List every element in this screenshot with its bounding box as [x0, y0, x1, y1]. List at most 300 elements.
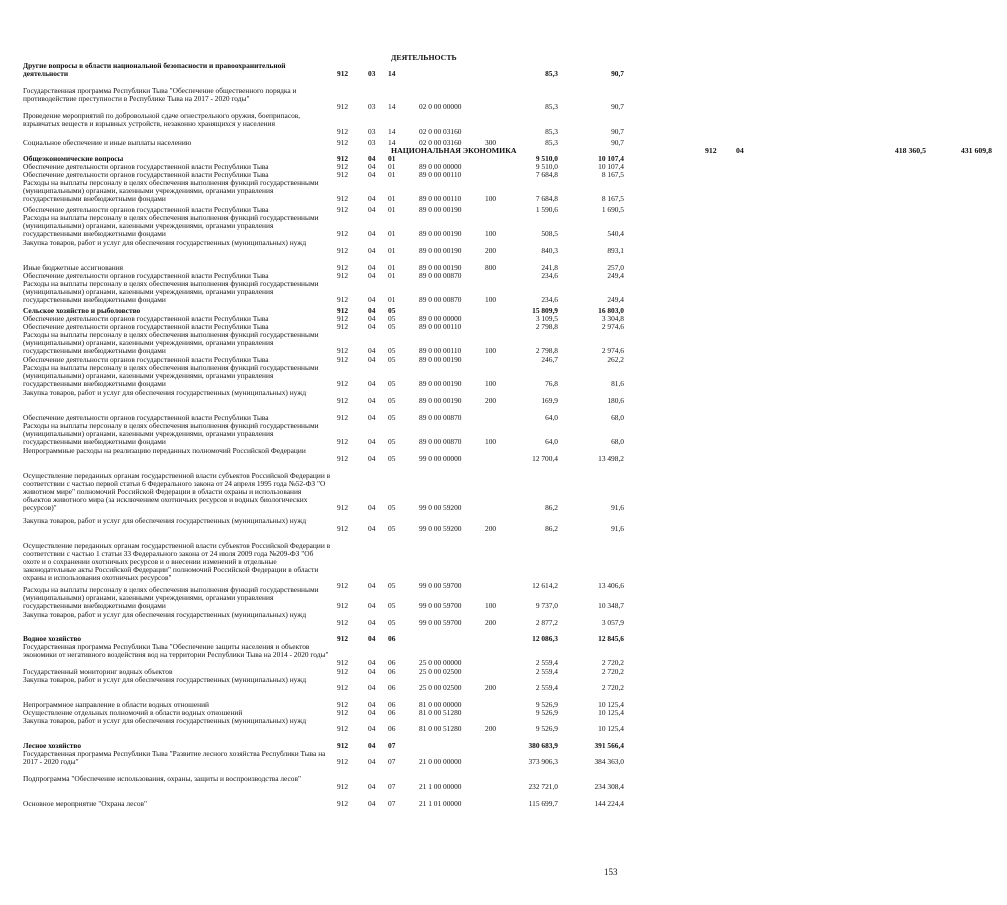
- cell-sec: 04: [368, 757, 376, 766]
- row-name: Обеспечение деятельности органов государственной власти Республики Тыва: [23, 355, 269, 364]
- cell-csr: 99 0 00 00000: [419, 454, 462, 463]
- cell-sec: 04: [368, 524, 376, 533]
- cell-v1: 3 109,5: [535, 314, 558, 323]
- row-name: Непрограммные расходы на реализацию переданных полномочий Российской Федерации: [23, 446, 306, 455]
- cell-csr: 02 0 00 00000: [419, 102, 462, 111]
- cell-adm: 912: [337, 667, 349, 676]
- cell-sec: 04: [368, 346, 376, 355]
- cell-sub: 05: [388, 314, 396, 323]
- cell-v2: 2 974,6: [601, 322, 624, 331]
- cell-sub: 01: [388, 271, 396, 280]
- cell-adm: 912: [337, 724, 349, 733]
- cell-sub: 07: [388, 782, 396, 791]
- cell-csr: 89 0 00 00000: [419, 314, 462, 323]
- row-name: Государственная программа Республики Тыва "Обеспечение общественного порядка и противодействие преступности в Республике Тыва на 2017 - 2020 годы": [23, 86, 297, 103]
- cell-v1: 76,8: [545, 379, 558, 388]
- cell-v1: 2 559,4: [535, 683, 558, 692]
- cell-sec: 04: [368, 413, 376, 422]
- row-name: Обеспечение деятельности органов государственной власти Республики Тыва: [23, 170, 269, 179]
- cell-sub: 05: [388, 322, 396, 331]
- row-name: Проведение мероприятий по добровольной сдаче огнестрельного оружия, боеприпасов, взрывчатых веществ и взрывных устройств, незаконно хранящихся у населения: [23, 111, 301, 128]
- cell-v1: 246,7: [541, 355, 558, 364]
- cell-sec: 04: [368, 782, 376, 791]
- cell-v2: 10 107,4: [598, 162, 624, 171]
- cell-csr: 25 0 00 02500: [419, 683, 462, 692]
- cell-v1: 840,3: [541, 246, 558, 255]
- cell-sec: 04: [736, 146, 744, 155]
- cell-adm: 912: [337, 524, 349, 533]
- cell-v2: 81,6: [611, 379, 624, 388]
- table-row: [368, 54, 1007, 62]
- table-row: [0, 139, 639, 147]
- cell-csr: 25 0 00 02500: [419, 667, 462, 676]
- cell-vr: 200: [485, 618, 497, 627]
- cell-sub: 06: [388, 683, 396, 692]
- cell-vr: 100: [485, 194, 497, 203]
- cell-adm: 912: [337, 601, 349, 610]
- cell-v1: 9 737,0: [535, 601, 558, 610]
- cell-sub: 01: [388, 162, 396, 171]
- cell-v2: 249,4: [607, 271, 624, 280]
- table-row: [0, 239, 639, 255]
- cell-adm: 912: [337, 454, 349, 463]
- cell-adm: 912: [337, 263, 349, 272]
- cell-adm: 912: [337, 102, 349, 111]
- row-name: Закупка товаров, работ и услуг для обеспечения государственных (муниципальных) нужд: [23, 516, 307, 525]
- cell-vr: 100: [485, 601, 497, 610]
- cell-sec: 04: [368, 700, 376, 709]
- cell-adm: 912: [337, 127, 349, 136]
- cell-csr: 89 0 00 00870: [419, 271, 462, 280]
- cell-sec: 04: [368, 263, 376, 272]
- cell-csr: 25 0 00 00000: [419, 658, 462, 667]
- cell-v1: 169,9: [541, 396, 558, 405]
- cell-v2: 90,7: [611, 127, 624, 136]
- cell-v2: 90,7: [611, 138, 624, 147]
- cell-sub: 05: [388, 454, 396, 463]
- cell-csr: 21 0 00 00000: [419, 757, 462, 766]
- cell-sec: 03: [368, 102, 376, 111]
- cell-sub: 05: [388, 396, 396, 405]
- cell-vr: 200: [485, 524, 497, 533]
- cell-adm: 912: [337, 295, 349, 304]
- cell-sub: 06: [388, 658, 396, 667]
- cell-v1: 64,0: [545, 413, 558, 422]
- cell-sub: 06: [388, 634, 396, 643]
- cell-v1: 85,3: [545, 138, 558, 147]
- cell-vr: 300: [485, 138, 497, 147]
- cell-sec: 04: [368, 708, 376, 717]
- cell-v2: 180,6: [607, 396, 624, 405]
- cell-csr: 89 0 00 00190: [419, 379, 462, 388]
- cell-csr: 89 0 00 00190: [419, 396, 462, 405]
- cell-v1: 9 526,9: [535, 708, 558, 717]
- cell-vr: 100: [485, 295, 497, 304]
- cell-adm: 912: [337, 634, 349, 643]
- cell-v1: 373 906,3: [528, 757, 558, 766]
- table-row: [0, 717, 639, 733]
- table-row: [0, 750, 639, 766]
- cell-v1: 2 877,2: [535, 618, 558, 627]
- cell-csr: 89 0 00 00870: [419, 437, 462, 446]
- cell-adm: 912: [337, 314, 349, 323]
- cell-csr: 89 0 00 00190: [419, 355, 462, 364]
- cell-sec: 04: [368, 229, 376, 238]
- cell-v2: 10 125,4: [598, 724, 624, 733]
- row-name: Государственная программа Республики Тыва "Обеспечение защиты населения и объектов экономики от негативного воздействия вод на территории Республики Тыва на 2014 - 2020 годы": [23, 642, 329, 659]
- row-name: Закупка товаров, работ и услуг для обеспечения государственных (муниципальных) нужд: [23, 716, 307, 725]
- cell-csr: 89 0 00 00110: [419, 170, 462, 179]
- cell-sec: 04: [368, 205, 376, 214]
- table-row: [0, 364, 639, 388]
- table-row: [0, 800, 639, 808]
- cell-csr: 89 0 00 00190: [419, 229, 462, 238]
- cell-csr: 81 0 00 00000: [419, 700, 462, 709]
- cell-vr: 100: [485, 437, 497, 446]
- row-name: Лесное хозяйство: [23, 741, 82, 750]
- cell-sec: 04: [368, 170, 376, 179]
- cell-csr: 02 0 00 03160: [419, 138, 462, 147]
- cell-adm: 912: [337, 229, 349, 238]
- cell-sub: 14: [388, 102, 396, 111]
- cell-v1: 508,5: [541, 229, 558, 238]
- cell-csr: 89 0 00 00110: [419, 322, 462, 331]
- table-row: [0, 389, 639, 405]
- cell-sec: 04: [368, 437, 376, 446]
- cell-csr: 89 0 00 00190: [419, 263, 462, 272]
- cell-sub: 05: [388, 581, 396, 590]
- table-row: [0, 112, 639, 136]
- cell-adm: 912: [337, 683, 349, 692]
- cell-csr: 99 0 00 59700: [419, 581, 462, 590]
- cell-sub: 05: [388, 503, 396, 512]
- cell-v2: 91,6: [611, 524, 624, 533]
- row-name: Осуществление переданных органам государственной власти субъектов Российской Федерации в соответствии с частью первой статьи 6 Федерального закона от 24 апреля 1995 года №52-ФЗ "О животном мире" полномочий Российской Федерации в области охраны и использования объектов животного мира (за исключением охотничьих ресурсов и водных биологических ресурсов)": [23, 471, 331, 512]
- cell-v2: 68,0: [611, 413, 624, 422]
- cell-v1: 2 798,8: [535, 346, 558, 355]
- cell-csr: 99 0 00 59700: [419, 601, 462, 610]
- table-row: [0, 586, 639, 610]
- cell-sub: 07: [388, 757, 396, 766]
- cell-v2: 2 720,2: [601, 683, 624, 692]
- cell-adm: 912: [337, 322, 349, 331]
- cell-v2: 2 974,6: [601, 346, 624, 355]
- row-name: Осуществление отдельных полномочий в области водных отношений: [23, 708, 243, 717]
- row-name: Расходы на выплаты персоналу в целях обеспечения выполнения функций государственными (муниципальными) органами, казенными учреждениями, органами управления государственными внебюджетными фондами: [23, 421, 319, 446]
- cell-sec: 04: [368, 581, 376, 590]
- cell-v2: 540,4: [607, 229, 624, 238]
- cell-v2: 90,7: [611, 69, 624, 78]
- cell-adm: 912: [337, 162, 349, 171]
- cell-v2: 10 125,4: [598, 700, 624, 709]
- cell-v1: 7 684,8: [535, 194, 558, 203]
- cell-vr: 200: [485, 683, 497, 692]
- table-row: [0, 87, 639, 111]
- cell-sec: 04: [368, 741, 376, 750]
- cell-adm: 912: [337, 503, 349, 512]
- cell-sec: 04: [368, 683, 376, 692]
- cell-sub: 05: [388, 618, 396, 627]
- cell-sub: 06: [388, 708, 396, 717]
- cell-csr: 21 1 00 00000: [419, 782, 462, 791]
- cell-v2: 431 609,8: [960, 146, 992, 155]
- cell-v2: 1 690,5: [601, 205, 624, 214]
- cell-sec: 04: [368, 667, 376, 676]
- row-name: Государственный мониторинг водных объектов: [23, 667, 173, 676]
- cell-sec: 04: [368, 194, 376, 203]
- cell-csr: 89 0 00 00870: [419, 413, 462, 422]
- cell-v1: 234,6: [541, 271, 558, 280]
- row-name: Иные бюджетные ассигнования: [23, 263, 124, 272]
- cell-v1: 9 526,9: [535, 700, 558, 709]
- cell-sub: 14: [388, 138, 396, 147]
- cell-sec: 04: [368, 355, 376, 364]
- cell-adm: 912: [337, 346, 349, 355]
- row-name: Расходы на выплаты персоналу в целях обеспечения выполнения функций государственными (муниципальными) органами, казенными учреждениями, органами управления государственными внебюджетными фондами: [23, 363, 319, 388]
- cell-v2: 893,1: [607, 246, 624, 255]
- cell-vr: 800: [485, 263, 497, 272]
- cell-v2: 90,7: [611, 102, 624, 111]
- cell-sec: 04: [368, 162, 376, 171]
- cell-adm: 912: [337, 658, 349, 667]
- cell-sec: 04: [368, 503, 376, 512]
- cell-csr: 99 0 00 59200: [419, 524, 462, 533]
- row-name: Социальное обеспечение и иные выплаты населению: [23, 138, 192, 147]
- page-number: 153: [604, 867, 618, 877]
- cell-adm: 912: [337, 700, 349, 709]
- cell-sub: 05: [388, 524, 396, 533]
- cell-v2: 262,2: [607, 355, 624, 364]
- row-name: Осуществление переданных органам государственной власти субъектов Российской Федерации в соответствии с частью 1 статьи 33 Федерального закона от 24 июля 2009 года №209-ФЗ "Об охоте и о сохранении охотничьих ресурсов и о внесении изменений в отдельные законодательные акты Российской Федерации" полномочий Российской Федерации в области охраны и использования охотничьих ресурсов": [23, 541, 331, 582]
- cell-adm: 912: [337, 782, 349, 791]
- cell-adm: 912: [337, 170, 349, 179]
- row-name: Закупка товаров, работ и услуг для обеспечения государственных (муниципальных) нужд: [23, 675, 307, 684]
- cell-v1: 85,3: [545, 127, 558, 136]
- cell-v1: 234,6: [541, 295, 558, 304]
- cell-sub: 06: [388, 700, 396, 709]
- table-row: [368, 147, 1007, 155]
- cell-v2: 384 363,0: [594, 757, 624, 766]
- cell-v1: 9 510,0: [535, 162, 558, 171]
- cell-v1: 7 684,8: [535, 170, 558, 179]
- cell-sub: 01: [388, 246, 396, 255]
- cell-csr: 89 0 00 00110: [419, 346, 462, 355]
- cell-csr: 89 0 00 00110: [419, 194, 462, 203]
- cell-v2: 3 304,8: [601, 314, 624, 323]
- cell-sub: 05: [388, 346, 396, 355]
- cell-adm: 912: [337, 413, 349, 422]
- cell-adm: 912: [337, 741, 349, 750]
- cell-sub: 06: [388, 724, 396, 733]
- cell-v1: 64,0: [545, 437, 558, 446]
- row-name: Другие вопросы в области национальной безопасности и правоохранительной деятельности: [23, 61, 286, 78]
- cell-vr: 100: [485, 229, 497, 238]
- cell-csr: 89 0 00 00190: [419, 205, 462, 214]
- cell-sec: 04: [368, 601, 376, 610]
- row-name: Обеспечение деятельности органов государственной власти Республики Тыва: [23, 314, 269, 323]
- cell-v2: 10 348,7: [598, 601, 624, 610]
- row-name: Расходы на выплаты персоналу в целях обеспечения выполнения функций государственными (муниципальными) органами, казенными учреждениями, органами управления государственными внебюджетными фондами: [23, 330, 319, 355]
- cell-v2: 2 720,2: [601, 667, 624, 676]
- cell-sub: 01: [388, 170, 396, 179]
- cell-v1: 12 614,2: [532, 581, 558, 590]
- cell-csr: 99 0 00 59700: [419, 618, 462, 627]
- cell-v2: 13 406,6: [598, 581, 624, 590]
- cell-sub: 07: [388, 799, 396, 808]
- cell-v2: 10 125,4: [598, 708, 624, 717]
- row-name: Основное мероприятие "Охрана лесов": [23, 799, 148, 808]
- cell-sec: 04: [368, 799, 376, 808]
- cell-sec: 04: [368, 246, 376, 255]
- cell-sub: 05: [388, 379, 396, 388]
- cell-csr: 89 0 00 00870: [419, 295, 462, 304]
- cell-v1: 2 559,4: [535, 658, 558, 667]
- cell-sub: 06: [388, 667, 396, 676]
- cell-vr: 200: [485, 396, 497, 405]
- row-name: Водное хозяйство: [23, 634, 82, 643]
- cell-vr: 100: [485, 346, 497, 355]
- cell-v1: 9 526,9: [535, 724, 558, 733]
- cell-v1: 12 086,3: [532, 634, 558, 643]
- row-name: Расходы на выплаты персоналу в целях обеспечения выполнения функций государственными (муниципальными) органами, казенными учреждениями, органами управления государственными внебюджетными фондами: [23, 213, 319, 238]
- cell-adm: 912: [337, 138, 349, 147]
- cell-sec: 04: [368, 322, 376, 331]
- cell-sec: 04: [368, 658, 376, 667]
- cell-sec: 04: [368, 379, 376, 388]
- table-row: [0, 472, 639, 512]
- cell-sub: 05: [388, 355, 396, 364]
- cell-v2: 16 803,0: [598, 306, 624, 315]
- cell-adm: 912: [337, 618, 349, 627]
- cell-adm: 912: [337, 379, 349, 388]
- cell-sub: 01: [388, 194, 396, 203]
- row-name: Расходы на выплаты персоналу в целях обеспечения выполнения функций государственными (муниципальными) органами, казенными учреждениями, органами управления государственными внебюджетными фондами: [23, 279, 319, 304]
- cell-adm: 912: [337, 306, 349, 315]
- cell-adm: 912: [705, 146, 717, 155]
- cell-csr: 81 0 00 51280: [419, 724, 462, 733]
- cell-vr: 200: [485, 246, 497, 255]
- table-row: [0, 214, 639, 238]
- row-name: Обеспечение деятельности органов государственной власти Республики Тыва: [23, 413, 269, 422]
- cell-v2: 91,6: [611, 503, 624, 512]
- table-row: [0, 643, 639, 667]
- cell-adm: 912: [337, 205, 349, 214]
- cell-sec: 04: [368, 634, 376, 643]
- row-name: Закупка товаров, работ и услуг для обеспечения государственных (муниципальных) нужд: [23, 238, 307, 247]
- cell-v1: 12 700,4: [532, 454, 558, 463]
- table-row: [0, 775, 639, 791]
- cell-v2: 249,4: [607, 295, 624, 304]
- cell-sub: 14: [388, 69, 396, 78]
- table-row: [0, 422, 639, 446]
- table-row: [0, 611, 639, 627]
- cell-adm: 912: [337, 757, 349, 766]
- cell-csr: 02 0 00 03160: [419, 127, 462, 136]
- cell-v1: 115 699,7: [528, 799, 558, 808]
- cell-v1: 232 721,0: [528, 782, 558, 791]
- cell-v1: 418 360,5: [894, 146, 926, 155]
- row-name: НАЦИОНАЛЬНАЯ ЭКОНОМИКА: [391, 146, 517, 155]
- cell-v1: 380 683,9: [528, 741, 558, 750]
- table-row: [0, 179, 639, 203]
- cell-v2: 144 224,4: [594, 799, 624, 808]
- cell-adm: 912: [337, 246, 349, 255]
- table-row: [0, 331, 639, 355]
- cell-v2: 2 720,2: [601, 658, 624, 667]
- cell-adm: 912: [337, 437, 349, 446]
- cell-sec: 04: [368, 154, 376, 163]
- cell-sub: 01: [388, 229, 396, 238]
- row-name: Расходы на выплаты персоналу в целях обеспечения выполнения функций государственными (муниципальными) органами, казенными учреждениями, органами управления государственными внебюджетными фондами: [23, 585, 319, 610]
- cell-v1: 15 809,9: [532, 306, 558, 315]
- cell-v1: 2 559,4: [535, 667, 558, 676]
- cell-sub: 05: [388, 413, 396, 422]
- cell-sub: 05: [388, 437, 396, 446]
- table-row: [0, 447, 639, 463]
- cell-sec: 04: [368, 295, 376, 304]
- row-name: Закупка товаров, работ и услуг для обеспечения государственных (муниципальных) нужд: [23, 388, 307, 397]
- cell-vr: 100: [485, 379, 497, 388]
- cell-sec: 03: [368, 138, 376, 147]
- cell-sec: 04: [368, 396, 376, 405]
- cell-v1: 241,8: [541, 263, 558, 272]
- cell-v2: 3 057,9: [601, 618, 624, 627]
- row-name: Государственная программа Республики Тыва "Развитие лесного хозяйства Республики Тыва на 2017 - 2020 годы": [23, 749, 326, 766]
- table-row: [0, 517, 639, 533]
- cell-adm: 912: [337, 355, 349, 364]
- cell-v2: 257,0: [607, 263, 624, 272]
- table-row: [0, 62, 639, 78]
- table-row: [0, 542, 639, 590]
- cell-v2: 8 167,5: [601, 170, 624, 179]
- cell-sub: 01: [388, 263, 396, 272]
- cell-adm: 912: [337, 194, 349, 203]
- cell-v2: 13 498,2: [598, 454, 624, 463]
- cell-csr: 89 0 00 00190: [419, 246, 462, 255]
- cell-v1: 2 798,8: [535, 322, 558, 331]
- row-name: Общеэкономические вопросы: [23, 154, 124, 163]
- row-name: ДЕЯТЕЛЬНОСТЬ: [391, 53, 457, 62]
- cell-sec: 04: [368, 306, 376, 315]
- cell-csr: 99 0 00 59200: [419, 503, 462, 512]
- cell-sub: 01: [388, 205, 396, 214]
- cell-sub: 14: [388, 127, 396, 136]
- cell-v1: 85,3: [545, 69, 558, 78]
- cell-adm: 912: [337, 708, 349, 717]
- cell-v2: 8 167,5: [601, 194, 624, 203]
- cell-adm: 912: [337, 396, 349, 405]
- cell-v2: 10 107,4: [598, 154, 624, 163]
- cell-csr: 89 0 00 00000: [419, 162, 462, 171]
- cell-adm: 912: [337, 69, 349, 78]
- cell-vr: 200: [485, 724, 497, 733]
- row-name: Обеспечение деятельности органов государственной власти Республики Тыва: [23, 271, 269, 280]
- row-name: Обеспечение деятельности органов государственной власти Республики Тыва: [23, 162, 269, 171]
- cell-sub: 01: [388, 154, 396, 163]
- row-name: Обеспечение деятельности органов государственной власти Республики Тыва: [23, 322, 269, 331]
- row-name: Подпрограмма "Обеспечение использования, охраны, защиты и воспроизводства лесов": [23, 774, 301, 783]
- row-name: Закупка товаров, работ и услуг для обеспечения государственных (муниципальных) нужд: [23, 610, 307, 619]
- cell-sec: 03: [368, 69, 376, 78]
- cell-v1: 9 510,0: [535, 154, 558, 163]
- cell-sub: 01: [388, 295, 396, 304]
- cell-sub: 05: [388, 601, 396, 610]
- cell-sec: 04: [368, 271, 376, 280]
- row-name: Непрограммное направление в области водных отношений: [23, 700, 210, 709]
- cell-csr: 81 0 00 51280: [419, 708, 462, 717]
- cell-sec: 04: [368, 724, 376, 733]
- cell-sec: 03: [368, 127, 376, 136]
